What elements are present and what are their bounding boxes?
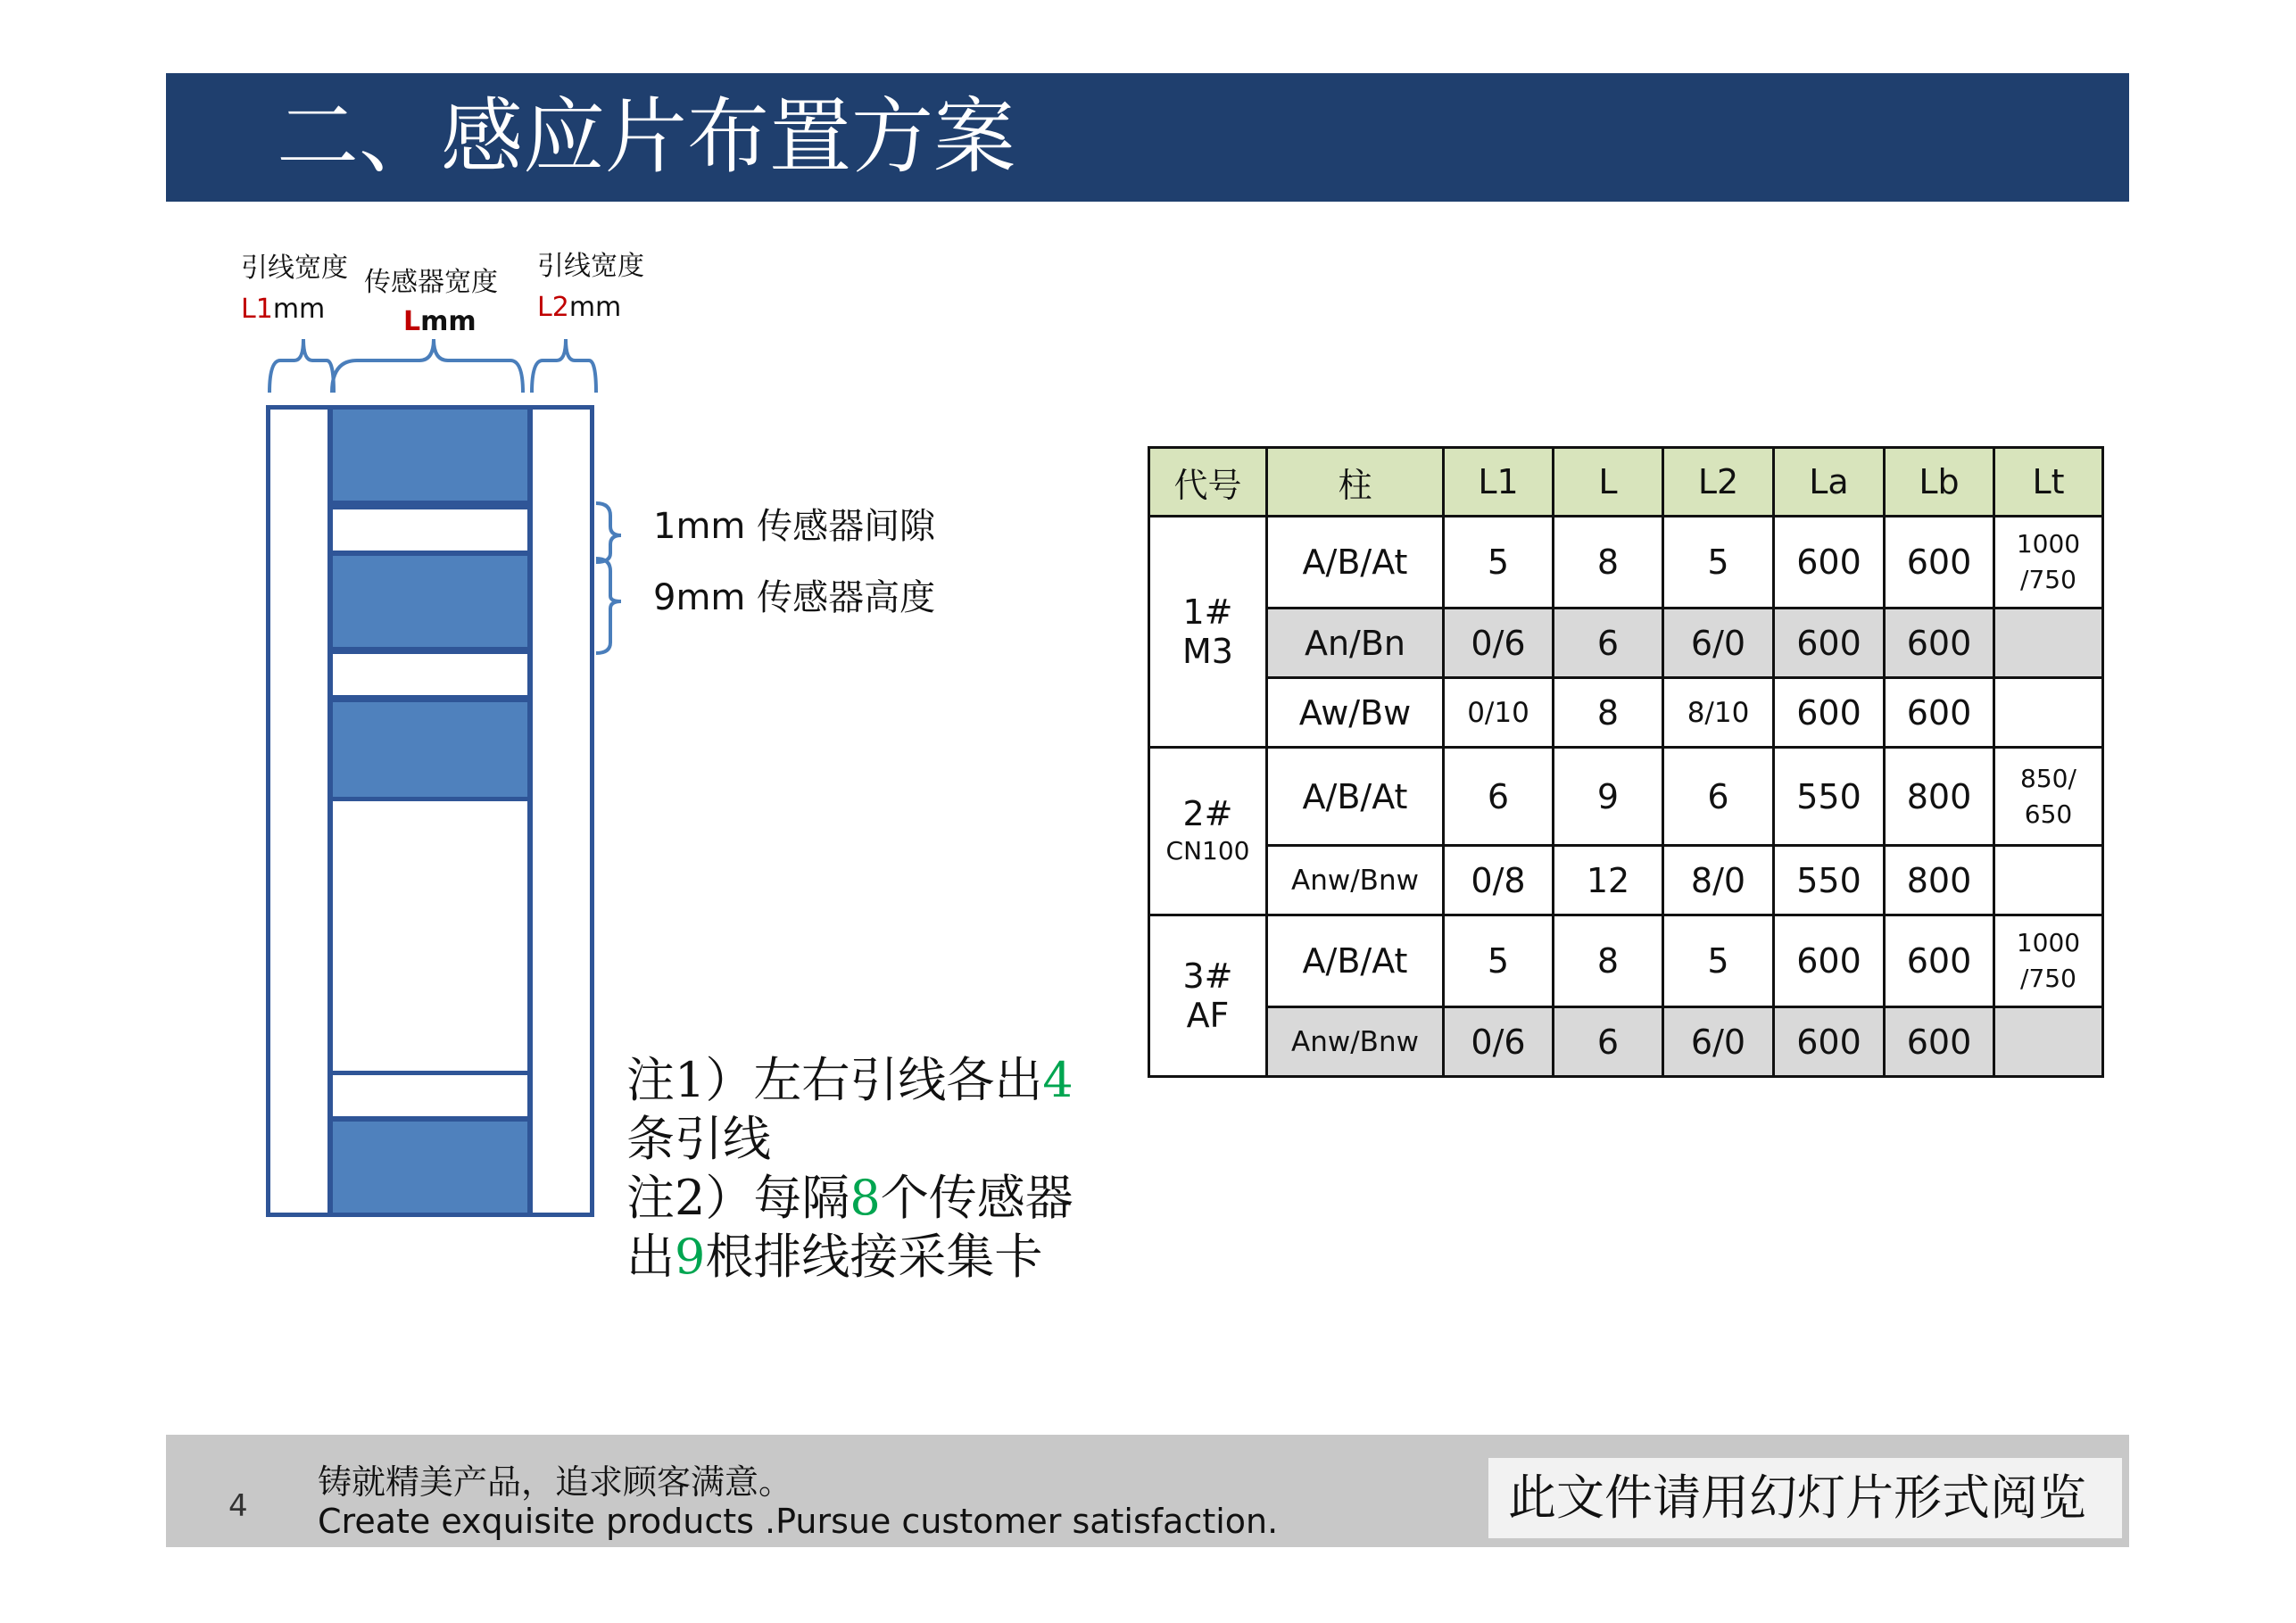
table-cell: 8/0 — [1663, 846, 1774, 915]
table-cell: 550 — [1774, 748, 1885, 846]
height-label: 9mm 传感器高度 — [653, 577, 936, 618]
footer-slogan-cn: 铸就精美产品，追求顾客满意。 — [318, 1462, 793, 1502]
left-lead-dim: L1mm — [241, 294, 326, 325]
table-cell: 6 — [1554, 609, 1663, 678]
gap-label: 1mm 传感器间隙 — [653, 506, 936, 547]
table-cell — [1994, 846, 2103, 915]
table-cell: 6/0 — [1663, 609, 1774, 678]
left-lead-brace-icon — [269, 339, 334, 393]
table-cell: 0/10 — [1444, 678, 1554, 748]
table-cell: A/B/At — [1267, 915, 1444, 1007]
right-lead-label: 引线宽度 — [537, 251, 644, 282]
table-cell: 5 — [1663, 915, 1774, 1007]
sensor-brace-icon — [332, 339, 523, 393]
table-cell: 5 — [1444, 517, 1554, 609]
header-cell: L2 — [1663, 448, 1774, 517]
table-cell: 6 — [1444, 748, 1554, 846]
note-1-line-1: 注1）左右引线各出4 — [626, 1052, 1073, 1108]
width-braces — [259, 321, 607, 402]
table-cell: 0/8 — [1444, 846, 1554, 915]
code-cell: 1# M3 — [1149, 517, 1267, 748]
table-row — [1149, 517, 2103, 609]
table-cell: 600 — [1885, 678, 1994, 748]
table-row — [1149, 1007, 2103, 1077]
right-lead-brace-icon — [532, 339, 596, 393]
right-lead-strip — [528, 405, 594, 1217]
header-cell: L1 — [1444, 448, 1554, 517]
sensor-block — [328, 551, 532, 651]
spec-table — [1148, 446, 2104, 1078]
table-cell: 8 — [1554, 678, 1663, 748]
table-cell: 6 — [1663, 748, 1774, 846]
table-cell: A/B/At — [1267, 517, 1444, 609]
header-cell: 柱 — [1267, 448, 1444, 517]
sensor-width-label: 传感器宽度 — [364, 267, 498, 298]
sensor-gap — [328, 505, 532, 555]
page-title: 二、感应片布置方案 — [277, 89, 1016, 185]
table-cell: 600 — [1774, 1007, 1885, 1077]
header-cell: Lb — [1885, 448, 1994, 517]
height-brace-icon — [596, 559, 621, 653]
header-cell: La — [1774, 448, 1885, 517]
table-cell: 5 — [1444, 915, 1554, 1007]
table-cell — [1994, 609, 2103, 678]
table-cell: 600 — [1774, 915, 1885, 1007]
table-cell: 600 — [1885, 517, 1994, 609]
table-cell: An/Bn — [1267, 609, 1444, 678]
sensor-gap — [328, 1071, 532, 1121]
table-header-row — [1149, 448, 2103, 517]
table-cell: 600 — [1774, 517, 1885, 609]
note-2-line-2: 出9根排线接采集卡 — [626, 1229, 1043, 1285]
sensor-gap — [328, 650, 532, 700]
left-lead-label: 引线宽度 — [241, 253, 348, 284]
table-cell: 550 — [1774, 846, 1885, 915]
table-cell: 1000 /750 — [1994, 517, 2103, 609]
table-cell: 8 — [1554, 915, 1663, 1007]
table-row — [1149, 609, 2103, 678]
table-cell: 0/6 — [1444, 609, 1554, 678]
height-braces — [593, 500, 646, 660]
table-cell: 5 — [1663, 517, 1774, 609]
table-cell: 0/6 — [1444, 1007, 1554, 1077]
slide-note: 此文件请用幻灯片形式阅览 — [1508, 1470, 2086, 1526]
header-cell: L — [1554, 448, 1663, 517]
right-lead-dim: L2mm — [537, 292, 622, 323]
table-cell: 850/ 650 — [1994, 748, 2103, 846]
table-row — [1149, 678, 2103, 748]
header-cell: Lt — [1994, 448, 2103, 517]
sensor-block — [328, 1117, 532, 1217]
footer-slogan-en: Create exquisite products .Pursue customer satisfaction. — [318, 1502, 1279, 1541]
header-cell: 代号 — [1149, 448, 1267, 517]
table-cell — [1994, 678, 2103, 748]
code-cell: 2# CN100 — [1149, 748, 1267, 915]
table-row — [1149, 748, 2103, 846]
table-cell: 600 — [1885, 915, 1994, 1007]
note-2-line-1: 注2）每隔8个传感器 — [626, 1170, 1073, 1226]
table-cell: 600 — [1885, 1007, 1994, 1077]
page-number: 4 — [228, 1488, 248, 1524]
left-lead-strip — [266, 405, 332, 1217]
sensor-width-dim: Lmm — [403, 306, 477, 337]
table-cell: A/B/At — [1267, 748, 1444, 846]
table-cell: 600 — [1885, 609, 1994, 678]
table-row — [1149, 915, 2103, 1007]
table-cell: 12 — [1554, 846, 1663, 915]
table-cell: 600 — [1774, 609, 1885, 678]
sensor-block — [328, 405, 532, 505]
code-cell: 3# AF — [1149, 915, 1267, 1077]
sensor-block — [328, 698, 532, 801]
table-cell: 1000 /750 — [1994, 915, 2103, 1007]
table-cell: 600 — [1774, 678, 1885, 748]
table-cell: Anw/Bnw — [1267, 1007, 1444, 1077]
table-cell: 800 — [1885, 846, 1994, 915]
table-cell: 9 — [1554, 748, 1663, 846]
table-cell: 8 — [1554, 517, 1663, 609]
table-cell — [1994, 1007, 2103, 1077]
table-row — [1149, 846, 2103, 915]
table-cell: 6/0 — [1663, 1007, 1774, 1077]
table-cell: 6 — [1554, 1007, 1663, 1077]
note-1-line-2: 条引线 — [626, 1111, 771, 1167]
table-cell: 8/10 — [1663, 678, 1774, 748]
table-cell: Anw/Bnw — [1267, 846, 1444, 915]
gap-brace-icon — [596, 503, 621, 562]
table-cell: 800 — [1885, 748, 1994, 846]
table-cell: Aw/Bw — [1267, 678, 1444, 748]
